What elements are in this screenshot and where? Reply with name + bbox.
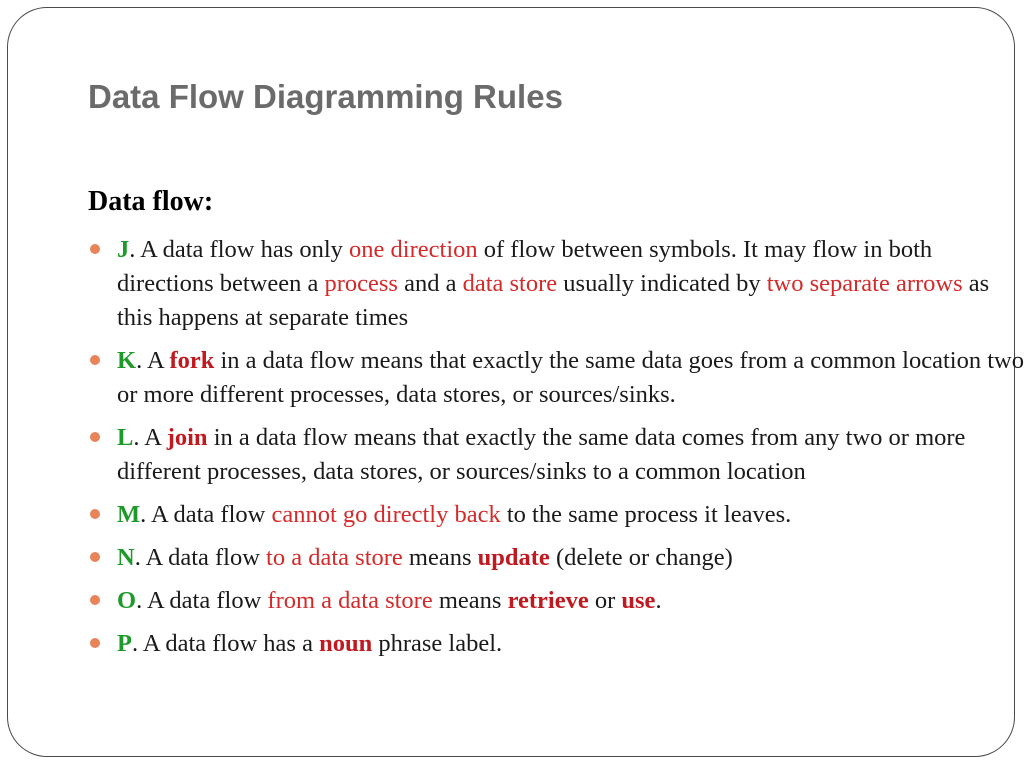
rule-text: in a data flow means that exactly the same data goes from a common location two or more different processes, data stores, or sources/sinks. — [117, 347, 1024, 408]
rule-text: . A data flow — [140, 501, 272, 528]
rule-letter: M — [117, 501, 141, 528]
rule-text: . A — [133, 424, 167, 451]
rule-text: . A — [136, 347, 170, 374]
rule-highlight: to a data store — [266, 544, 403, 571]
slide-frame — [7, 7, 1024, 757]
rule-highlight: retrieve — [507, 587, 589, 614]
rule-text: of flow between symbols. It may flow in both directions between a — [117, 236, 933, 297]
rule-text: means — [402, 544, 478, 571]
rule-letter: O — [117, 587, 137, 614]
rule-highlight: use — [621, 587, 656, 614]
rule-j — [88, 233, 1024, 335]
rule-m — [88, 498, 1024, 532]
rule-text: . — [655, 587, 662, 614]
rule-k — [88, 344, 1024, 412]
bullet-icon — [90, 638, 100, 648]
rule-text: and a — [397, 270, 463, 297]
rule-text: usually indicated by — [557, 270, 767, 297]
rule-letter: N — [117, 544, 135, 571]
rule-highlight: noun — [319, 630, 373, 657]
rule-n — [88, 541, 1024, 575]
rule-highlight: from a data store — [267, 587, 433, 614]
rule-highlight: data store — [462, 270, 558, 297]
section-heading: Data flow: — [88, 186, 214, 217]
rule-text: phrase label. — [372, 630, 503, 657]
rule-text: . A data flow — [134, 544, 267, 571]
rule-highlight: two separate arrows — [766, 270, 963, 297]
rule-highlight: update — [477, 544, 550, 571]
rule-highlight: fork — [169, 347, 215, 374]
rule-highlight: cannot go directly back — [271, 501, 501, 528]
rule-letter: L — [117, 424, 134, 451]
rules-list — [88, 233, 1024, 670]
rule-letter: P — [117, 630, 132, 657]
rule-p — [88, 627, 1024, 661]
bullet-icon — [90, 355, 100, 365]
rule-highlight: process — [324, 270, 398, 297]
rule-text: . A data flow has only — [129, 236, 350, 263]
rule-text: as this happens at separate times — [117, 270, 990, 331]
rule-l — [88, 421, 1024, 489]
rule-text: . A data flow has a — [131, 630, 320, 657]
rule-letter: K — [117, 347, 137, 374]
rule-text: (delete or change) — [549, 544, 733, 571]
slide-title: Data Flow Diagramming Rules — [88, 78, 563, 115]
rule-text: means — [432, 587, 508, 614]
rule-text: in a data flow means that exactly the same data comes from any two or more different processes, data stores, or sources/sinks to a common location — [117, 424, 966, 485]
rule-letter: J — [117, 236, 130, 263]
rule-text: or — [588, 587, 622, 614]
rule-text: . A data flow — [136, 587, 268, 614]
rule-highlight: one direction — [349, 236, 478, 263]
rule-o — [88, 584, 1024, 618]
rule-highlight: join — [166, 424, 208, 451]
rule-text: to the same process it leaves. — [500, 501, 792, 528]
bullet-icon — [90, 244, 100, 254]
bullet-icon — [90, 595, 100, 605]
bullet-icon — [90, 552, 100, 562]
bullet-icon — [90, 432, 100, 442]
bullet-icon — [90, 509, 100, 519]
